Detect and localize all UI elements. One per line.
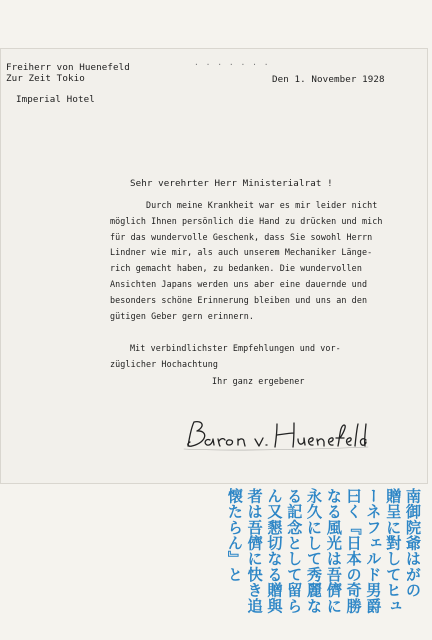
caption-column: ーネフェルド男爵 [364, 488, 383, 614]
ink-marks: · · · · · · · [194, 60, 270, 69]
typed-letter [0, 48, 428, 484]
letter-date: Den 1. November 1928 [272, 74, 385, 85]
caption-column: なる風光は吾儕に [324, 488, 343, 614]
body-line: rich gemacht haben, zu bedanken. Die wundervollen [110, 263, 362, 274]
caption-column: 南御院爺はがの [404, 488, 422, 598]
sender-block [6, 62, 130, 105]
caption-column: 贈呈に對してヒュ [384, 488, 403, 614]
body-line: Durch meine Krankheit war es mir leider nicht [146, 200, 378, 210]
handwritten-signature [180, 416, 370, 456]
body-line: gütigen Geber gern erinnern. [110, 310, 254, 321]
sign-off: Ihr ganz ergebener [212, 376, 305, 386]
caption-column: ん又懇切なる贈與 [265, 488, 284, 614]
caption-column: 永久にして秀麗な [305, 488, 324, 614]
sender-hotel: Imperial Hotel [16, 94, 95, 105]
body-line: für das wundervolle Geschenk, dass Sie sowohl Herrn [110, 231, 373, 242]
caption-column: 曰く『日本の奇勝 [344, 488, 363, 614]
body-line: möglich Ihnen persönlich die Hand zu drücken und mich [110, 215, 383, 226]
salutation: Sehr verehrter Herr Ministerialrat ! [130, 178, 333, 189]
body-line: Lindner wie mir, als auch unserem Mechaniker Länge- [110, 247, 373, 258]
caption-column: る記念として留ら [285, 488, 304, 614]
caption-column: 懐たらん』と [225, 488, 244, 583]
sender-name: Freiherr von Huenefeld [6, 62, 130, 73]
body-line: Ansichten Japans werden uns aber eine dauernde und [110, 278, 368, 289]
closing-block [110, 341, 341, 373]
body-line: besonders schöne Erinnerung bleiben und uns an den [110, 294, 368, 305]
letter-body [110, 198, 383, 324]
closing-line: züglicher Hochachtung [110, 358, 218, 369]
sender-location: Zur Zeit Tokio [6, 73, 85, 84]
closing-line: Mit verbindlichster Empfehlungen und vor- [130, 343, 341, 353]
caption-column: 者は吾儕に快き追 [245, 488, 264, 614]
japanese-caption [182, 488, 422, 634]
